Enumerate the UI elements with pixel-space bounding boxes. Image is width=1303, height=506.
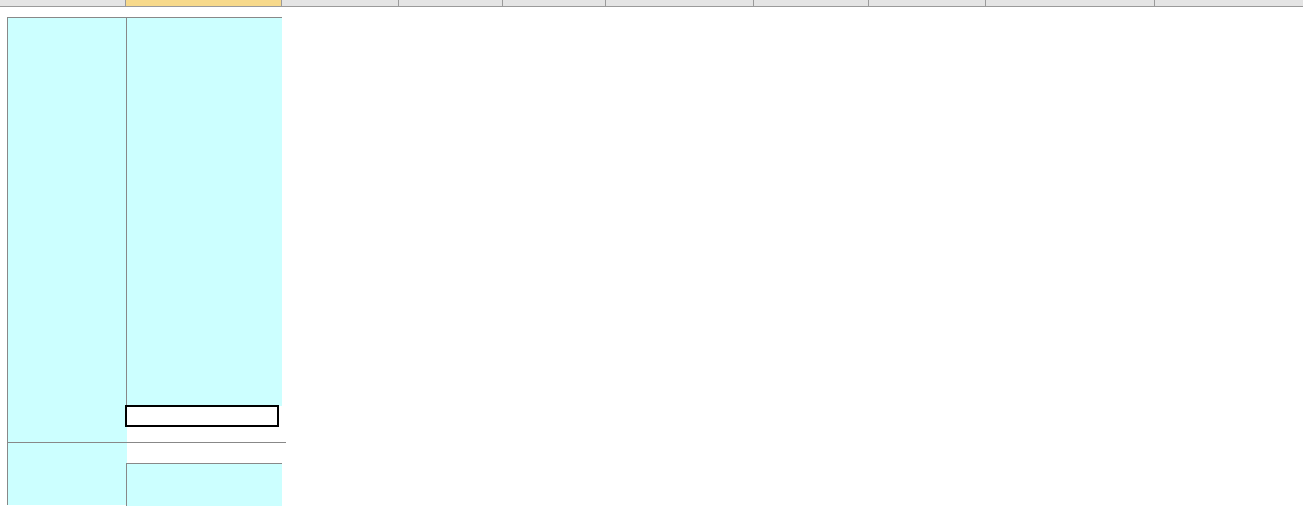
column-divider: [605, 0, 606, 6]
next-operators-cell[interactable]: [126, 463, 282, 506]
day-label-cell[interactable]: [7, 17, 127, 444]
column-divider: [753, 0, 754, 6]
next-day-label-cell[interactable]: [7, 443, 127, 505]
column-divider: [125, 0, 126, 6]
column-divider: [868, 0, 869, 6]
column-divider: [985, 0, 986, 6]
productivity-note[interactable]: [285, 405, 1303, 427]
column-divider: [281, 0, 282, 6]
operators-cell[interactable]: [126, 17, 282, 406]
column-divider: [502, 0, 503, 6]
active-cell[interactable]: [125, 405, 279, 427]
column-header-strip[interactable]: [0, 0, 1303, 7]
selected-column-header[interactable]: [126, 0, 281, 6]
column-divider: [1154, 0, 1155, 6]
column-divider: [398, 0, 399, 6]
left-margin: [0, 7, 7, 505]
